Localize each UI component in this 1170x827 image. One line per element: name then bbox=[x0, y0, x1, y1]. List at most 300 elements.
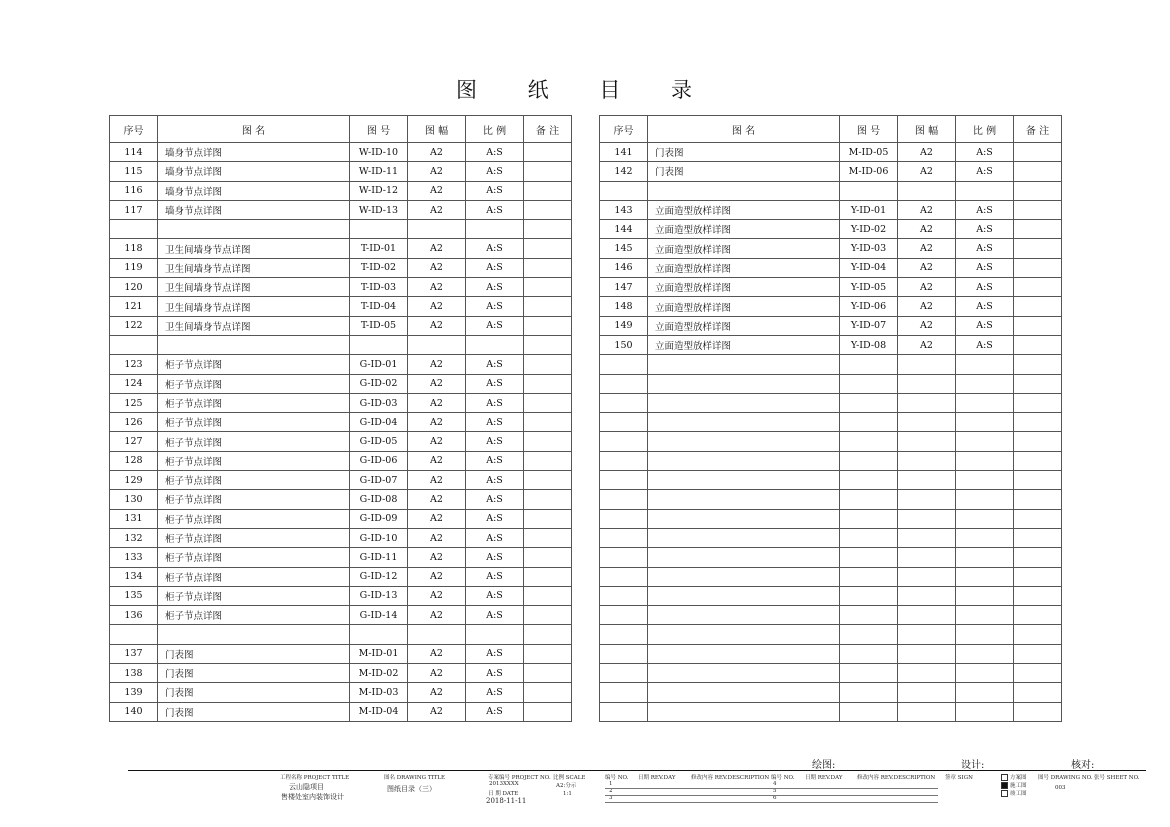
cell-remark bbox=[1014, 606, 1062, 625]
cell-name bbox=[648, 355, 840, 374]
cell-size: A2 bbox=[898, 239, 956, 258]
cell-size bbox=[898, 490, 956, 509]
cell-size: A2 bbox=[898, 316, 956, 335]
cell-size: A2 bbox=[408, 528, 466, 547]
checkbox-checked-icon bbox=[1001, 782, 1008, 789]
cell-name: 门表图 bbox=[158, 644, 350, 663]
cell-remark bbox=[1014, 316, 1062, 335]
table-row bbox=[600, 355, 1062, 374]
cell-scale bbox=[956, 644, 1014, 663]
table-row bbox=[600, 471, 1062, 490]
scale-value: 1:1 bbox=[563, 791, 572, 797]
rev-row-no: 2 bbox=[609, 788, 613, 794]
cell-scale: A:S bbox=[466, 451, 524, 470]
cell-no: 137 bbox=[110, 644, 158, 663]
cell-remark bbox=[524, 374, 572, 393]
cell-no: 126 bbox=[110, 413, 158, 432]
cell-remark bbox=[524, 625, 572, 644]
cell-name: 墙身节点详图 bbox=[158, 162, 350, 181]
table-row bbox=[600, 239, 1062, 258]
cell-size bbox=[408, 335, 466, 354]
cell-code: M-ID-03 bbox=[350, 683, 408, 702]
cell-remark bbox=[1014, 239, 1062, 258]
cell-remark bbox=[1014, 432, 1062, 451]
table-row bbox=[600, 548, 1062, 567]
project-title-line1: 云山隐项目 bbox=[289, 783, 324, 791]
cell-scale: A:S bbox=[466, 509, 524, 528]
cell-scale bbox=[956, 374, 1014, 393]
cell-remark bbox=[524, 297, 572, 316]
table-row bbox=[110, 355, 572, 374]
cell-remark bbox=[524, 567, 572, 586]
cell-code: Y-ID-02 bbox=[840, 220, 898, 239]
cell-code: Y-ID-03 bbox=[840, 239, 898, 258]
cell-name: 立面造型放样详图 bbox=[648, 220, 840, 239]
cell-no: 138 bbox=[110, 664, 158, 683]
cell-name bbox=[648, 374, 840, 393]
cell-size bbox=[898, 644, 956, 663]
table-header-row bbox=[600, 116, 1062, 143]
cell-remark bbox=[524, 278, 572, 297]
cell-name: 柜子节点详图 bbox=[158, 548, 350, 567]
cell-size: A2 bbox=[408, 393, 466, 412]
cell-remark bbox=[524, 316, 572, 335]
cell-scale: A:S bbox=[956, 220, 1014, 239]
cell-size: A2 bbox=[408, 200, 466, 219]
table-row bbox=[110, 181, 572, 200]
table-row bbox=[110, 471, 572, 490]
cell-name: 立面造型放样详图 bbox=[648, 258, 840, 277]
drawing-title-label: 图名 DRAWING TITLE bbox=[384, 775, 446, 781]
cell-no bbox=[600, 374, 648, 393]
table-row bbox=[600, 162, 1062, 181]
table-row bbox=[600, 297, 1062, 316]
title-block-divider bbox=[128, 770, 1146, 771]
rev-day-label: 日期 REV.DAY bbox=[638, 775, 676, 781]
cell-scale bbox=[956, 702, 1014, 721]
cell-size bbox=[898, 606, 956, 625]
cell-size bbox=[898, 567, 956, 586]
cell-no: 143 bbox=[600, 200, 648, 219]
cell-no: 114 bbox=[110, 143, 158, 162]
cell-no bbox=[600, 644, 648, 663]
table-row bbox=[110, 625, 572, 644]
table-row bbox=[600, 644, 1062, 663]
cell-size: A2 bbox=[408, 162, 466, 181]
cell-scale bbox=[956, 355, 1014, 374]
table-row bbox=[110, 509, 572, 528]
cell-no: 122 bbox=[110, 316, 158, 335]
cell-size: A2 bbox=[408, 471, 466, 490]
cell-name bbox=[648, 625, 840, 644]
cell-scale: A:S bbox=[466, 490, 524, 509]
cell-code: Y-ID-08 bbox=[840, 335, 898, 354]
cell-remark bbox=[1014, 355, 1062, 374]
cell-no: 147 bbox=[600, 278, 648, 297]
cell-remark bbox=[1014, 393, 1062, 412]
cell-name: 柜子节点详图 bbox=[158, 471, 350, 490]
header-no: 序号 bbox=[110, 116, 158, 143]
cell-code bbox=[350, 625, 408, 644]
cell-remark bbox=[1014, 490, 1062, 509]
cell-size bbox=[408, 220, 466, 239]
table-row bbox=[600, 606, 1062, 625]
cell-no: 129 bbox=[110, 471, 158, 490]
table-row bbox=[110, 297, 572, 316]
table-row bbox=[110, 143, 572, 162]
cell-remark bbox=[524, 393, 572, 412]
cell-name: 柜子节点详图 bbox=[158, 451, 350, 470]
cell-scale bbox=[956, 567, 1014, 586]
cell-name bbox=[648, 548, 840, 567]
table-row bbox=[110, 393, 572, 412]
table-row bbox=[600, 451, 1062, 470]
cell-code bbox=[350, 220, 408, 239]
table-row bbox=[110, 606, 572, 625]
cell-code: Y-ID-07 bbox=[840, 316, 898, 335]
cell-remark bbox=[524, 143, 572, 162]
table-row bbox=[110, 644, 572, 663]
cell-name: 立面造型放样详图 bbox=[648, 316, 840, 335]
cell-code bbox=[840, 548, 898, 567]
table-row bbox=[110, 316, 572, 335]
cell-scale: A:S bbox=[466, 200, 524, 219]
cell-name bbox=[648, 586, 840, 605]
cell-name bbox=[158, 625, 350, 644]
table-row bbox=[600, 490, 1062, 509]
cell-size: A2 bbox=[408, 606, 466, 625]
cell-no bbox=[600, 393, 648, 412]
cell-name bbox=[648, 393, 840, 412]
cell-name: 柜子节点详图 bbox=[158, 586, 350, 605]
cell-no bbox=[600, 606, 648, 625]
cell-code: M-ID-05 bbox=[840, 143, 898, 162]
table-row bbox=[110, 490, 572, 509]
cell-remark bbox=[524, 490, 572, 509]
cell-name: 柜子节点详图 bbox=[158, 413, 350, 432]
rev-no-label: 编号 NO. bbox=[605, 775, 629, 781]
cell-size: A2 bbox=[898, 278, 956, 297]
cell-name: 门表图 bbox=[648, 143, 840, 162]
cell-size: A2 bbox=[408, 374, 466, 393]
table-row bbox=[600, 413, 1062, 432]
table-row bbox=[600, 335, 1062, 354]
cell-name: 柜子节点详图 bbox=[158, 509, 350, 528]
table-row bbox=[600, 625, 1062, 644]
cell-remark bbox=[524, 451, 572, 470]
cell-code: Y-ID-04 bbox=[840, 258, 898, 277]
cell-scale: A:S bbox=[466, 683, 524, 702]
cell-size: A2 bbox=[898, 200, 956, 219]
rev-row-no: 1 bbox=[609, 781, 613, 787]
cell-code bbox=[840, 471, 898, 490]
cell-code: W-ID-12 bbox=[350, 181, 408, 200]
cell-scale: A:S bbox=[956, 316, 1014, 335]
cell-no bbox=[600, 625, 648, 644]
rev-row-line bbox=[605, 795, 938, 796]
date-value: 2018-11-11 bbox=[486, 797, 527, 805]
cell-size bbox=[898, 586, 956, 605]
cell-code bbox=[840, 432, 898, 451]
date-label: 日 期 DATE bbox=[488, 791, 519, 797]
table-row bbox=[600, 664, 1062, 683]
header-size: 图 幅 bbox=[408, 116, 466, 143]
cell-code: G-ID-09 bbox=[350, 509, 408, 528]
cell-code: G-ID-12 bbox=[350, 567, 408, 586]
cell-size: A2 bbox=[898, 335, 956, 354]
table-row bbox=[110, 239, 572, 258]
cell-size: A2 bbox=[408, 258, 466, 277]
cell-remark bbox=[1014, 644, 1062, 663]
cell-name bbox=[648, 451, 840, 470]
cell-name bbox=[648, 490, 840, 509]
cell-no: 136 bbox=[110, 606, 158, 625]
header-remark: 备 注 bbox=[1014, 116, 1062, 143]
cell-scale: A:S bbox=[466, 239, 524, 258]
cell-code: G-ID-10 bbox=[350, 528, 408, 547]
cell-name bbox=[158, 220, 350, 239]
cell-size bbox=[898, 548, 956, 567]
cell-size bbox=[898, 664, 956, 683]
cell-size: A2 bbox=[408, 297, 466, 316]
cell-no: 132 bbox=[110, 528, 158, 547]
cell-remark bbox=[1014, 278, 1062, 297]
header-size: 图 幅 bbox=[898, 116, 956, 143]
table-row bbox=[110, 200, 572, 219]
cell-scale: A:S bbox=[466, 355, 524, 374]
cell-size: A2 bbox=[408, 355, 466, 374]
cell-code bbox=[840, 413, 898, 432]
cell-scale: A:S bbox=[466, 528, 524, 547]
cell-no: 128 bbox=[110, 451, 158, 470]
cell-remark bbox=[524, 200, 572, 219]
cell-scale bbox=[956, 490, 1014, 509]
cell-scale bbox=[956, 181, 1014, 200]
cell-scale bbox=[956, 471, 1014, 490]
cell-remark bbox=[1014, 143, 1062, 162]
cell-remark bbox=[524, 683, 572, 702]
cell-size: A2 bbox=[898, 162, 956, 181]
cell-no: 139 bbox=[110, 683, 158, 702]
cell-no bbox=[600, 490, 648, 509]
cell-no: 142 bbox=[600, 162, 648, 181]
cell-name bbox=[648, 644, 840, 663]
table-row bbox=[110, 413, 572, 432]
cell-size: A2 bbox=[408, 239, 466, 258]
drawing-title-value: 图纸目录（三） bbox=[387, 785, 436, 793]
cell-remark bbox=[1014, 664, 1062, 683]
cell-size bbox=[408, 625, 466, 644]
cell-remark bbox=[1014, 451, 1062, 470]
cell-scale: A:S bbox=[466, 374, 524, 393]
cell-name: 墙身节点详图 bbox=[158, 143, 350, 162]
cell-name: 柜子节点详图 bbox=[158, 355, 350, 374]
cell-no bbox=[600, 683, 648, 702]
cell-name: 门表图 bbox=[648, 162, 840, 181]
cell-scale: A:S bbox=[466, 606, 524, 625]
cell-remark bbox=[524, 181, 572, 200]
table-row bbox=[110, 664, 572, 683]
cell-remark bbox=[1014, 220, 1062, 239]
cell-no: 127 bbox=[110, 432, 158, 451]
cell-size: A2 bbox=[408, 316, 466, 335]
table-row bbox=[110, 548, 572, 567]
cell-size bbox=[898, 471, 956, 490]
cell-name: 卫生间墙身节点详图 bbox=[158, 258, 350, 277]
drawing-no-label: 图号 DRAWING NO. bbox=[1038, 775, 1093, 781]
cell-name: 门表图 bbox=[158, 664, 350, 683]
table-row bbox=[110, 162, 572, 181]
cell-size: A2 bbox=[408, 509, 466, 528]
table-row bbox=[110, 258, 572, 277]
stage-option-completion[interactable] bbox=[1001, 789, 1027, 797]
cell-name: 立面造型放样详图 bbox=[648, 297, 840, 316]
drawing-index-table-left bbox=[109, 115, 572, 722]
table-row bbox=[600, 393, 1062, 412]
cell-name: 立面造型放样详图 bbox=[648, 200, 840, 219]
table-row bbox=[600, 220, 1062, 239]
cell-remark bbox=[1014, 162, 1062, 181]
cell-no: 124 bbox=[110, 374, 158, 393]
cell-no bbox=[600, 702, 648, 721]
cell-name: 立面造型放样详图 bbox=[648, 335, 840, 354]
cell-name: 柜子节点详图 bbox=[158, 432, 350, 451]
table-row bbox=[110, 451, 572, 470]
cell-no: 149 bbox=[600, 316, 648, 335]
stage-option-label: 竣工图 bbox=[1010, 791, 1027, 797]
cell-name: 立面造型放样详图 bbox=[648, 239, 840, 258]
cell-name: 门表图 bbox=[158, 683, 350, 702]
cell-scale bbox=[956, 548, 1014, 567]
cell-no bbox=[110, 625, 158, 644]
cell-code: G-ID-11 bbox=[350, 548, 408, 567]
cell-name: 柜子节点详图 bbox=[158, 567, 350, 586]
table-row bbox=[110, 374, 572, 393]
sheet-no-label: 张号 SHEET NO. bbox=[1094, 775, 1140, 781]
cell-name bbox=[648, 664, 840, 683]
header-name: 图 名 bbox=[648, 116, 840, 143]
header-name: 图 名 bbox=[158, 116, 350, 143]
cell-size: A2 bbox=[408, 413, 466, 432]
cell-no: 116 bbox=[110, 181, 158, 200]
cell-code: Y-ID-06 bbox=[840, 297, 898, 316]
cell-scale: A:S bbox=[466, 644, 524, 663]
rev-row-no: 4 bbox=[773, 781, 777, 787]
cell-code bbox=[840, 625, 898, 644]
rev-no-label-2: 编号 NO. bbox=[771, 775, 795, 781]
cell-no bbox=[600, 528, 648, 547]
cell-scale bbox=[956, 664, 1014, 683]
cell-no bbox=[600, 413, 648, 432]
rev-row-line bbox=[605, 788, 938, 789]
table-row bbox=[110, 528, 572, 547]
rev-desc-label: 修改内容 REV.DESCRIPTION bbox=[691, 775, 770, 781]
cell-no bbox=[600, 471, 648, 490]
cell-name bbox=[648, 413, 840, 432]
cell-scale: A:S bbox=[956, 143, 1014, 162]
cell-no: 115 bbox=[110, 162, 158, 181]
cell-scale bbox=[956, 451, 1014, 470]
cell-size: A2 bbox=[408, 644, 466, 663]
cell-size bbox=[898, 355, 956, 374]
table-row bbox=[600, 258, 1062, 277]
cell-name: 门表图 bbox=[158, 702, 350, 721]
table-row bbox=[110, 432, 572, 451]
cell-no: 135 bbox=[110, 586, 158, 605]
cell-scale: A:S bbox=[466, 393, 524, 412]
sign-label: 签章 SIGN bbox=[945, 775, 973, 781]
cell-code bbox=[840, 490, 898, 509]
cell-code bbox=[840, 586, 898, 605]
cell-name: 卫生间墙身节点详图 bbox=[158, 239, 350, 258]
cell-code: W-ID-10 bbox=[350, 143, 408, 162]
cell-remark bbox=[524, 335, 572, 354]
cell-remark bbox=[1014, 335, 1062, 354]
cell-no: 120 bbox=[110, 278, 158, 297]
cell-scale bbox=[956, 393, 1014, 412]
cell-remark bbox=[1014, 200, 1062, 219]
cell-size: A2 bbox=[408, 278, 466, 297]
cell-size bbox=[898, 683, 956, 702]
cell-scale: A:S bbox=[466, 548, 524, 567]
table-row bbox=[110, 335, 572, 354]
header-code: 图 号 bbox=[350, 116, 408, 143]
cell-remark bbox=[524, 644, 572, 663]
cell-scale: A:S bbox=[466, 258, 524, 277]
table-row bbox=[110, 220, 572, 239]
cell-code: G-ID-03 bbox=[350, 393, 408, 412]
cell-name: 柜子节点详图 bbox=[158, 393, 350, 412]
cell-code bbox=[840, 528, 898, 547]
cell-scale bbox=[956, 625, 1014, 644]
cell-size: A2 bbox=[408, 548, 466, 567]
table-row bbox=[600, 278, 1062, 297]
cell-name: 卫生间墙身节点详图 bbox=[158, 316, 350, 335]
table-row bbox=[600, 586, 1062, 605]
cell-size bbox=[898, 702, 956, 721]
cell-code: T-ID-02 bbox=[350, 258, 408, 277]
cell-size bbox=[898, 181, 956, 200]
cell-scale bbox=[956, 432, 1014, 451]
cell-remark bbox=[524, 432, 572, 451]
cell-code: Y-ID-05 bbox=[840, 278, 898, 297]
stage-option-scheme[interactable] bbox=[1001, 773, 1027, 781]
cell-scale bbox=[956, 683, 1014, 702]
cell-remark bbox=[1014, 181, 1062, 200]
cell-scale: A:S bbox=[466, 278, 524, 297]
rev-desc-label-2: 修改内容 REV.DESCRIPTION bbox=[857, 775, 936, 781]
cell-scale: A:S bbox=[956, 258, 1014, 277]
cell-scale: A:S bbox=[466, 586, 524, 605]
table-row bbox=[110, 586, 572, 605]
table-row bbox=[600, 181, 1062, 200]
cell-code: Y-ID-01 bbox=[840, 200, 898, 219]
stage-option-construction[interactable] bbox=[1001, 781, 1027, 789]
drawing-index-table-right bbox=[599, 115, 1062, 722]
cell-scale bbox=[956, 509, 1014, 528]
cell-no: 146 bbox=[600, 258, 648, 277]
cell-size: A2 bbox=[408, 143, 466, 162]
cell-code: T-ID-03 bbox=[350, 278, 408, 297]
cell-size bbox=[898, 374, 956, 393]
cell-name: 立面造型放样详图 bbox=[648, 278, 840, 297]
cell-remark bbox=[1014, 586, 1062, 605]
cell-size bbox=[898, 509, 956, 528]
cell-code: T-ID-04 bbox=[350, 297, 408, 316]
cell-name: 卫生间墙身节点详图 bbox=[158, 278, 350, 297]
rev-day-label-2: 日期 REV.DAY bbox=[805, 775, 843, 781]
cell-code bbox=[840, 664, 898, 683]
